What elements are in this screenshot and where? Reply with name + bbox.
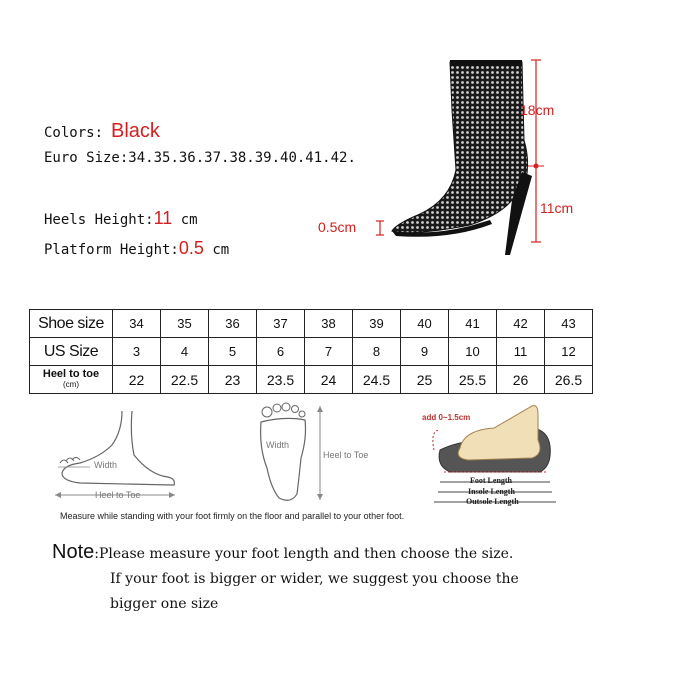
table-cell: 23.5 [257,366,305,394]
heel-to-toe-row [30,366,593,394]
heel-dimension-label: 11cm [540,200,574,216]
table-cell: 37 [257,310,305,338]
platform-height-value: 0.5 [178,238,204,258]
table-cell: 34 [113,310,161,338]
shaft-height-label: 18cm [520,102,555,118]
heel-height-value: 11 [153,208,173,228]
note-heading: Note [52,541,95,563]
foot-length-label: Foot Length [470,476,512,485]
table-cell: 35 [161,310,209,338]
table-cell: 43 [545,310,593,338]
measure-instruction: Measure while standing with your foot firmly on the floor and parallel to your other foot. [60,511,405,521]
table-cell: 26 [497,366,545,394]
table-cell: 42 [497,310,545,338]
platform-height-line [44,238,229,259]
width-label: Width [94,460,118,470]
table-cell: 12 [545,338,593,366]
heel-to-toe-label: Heel to toe [42,368,100,380]
heel-height-label: Heels Height: [44,212,154,228]
note-line-2: If your foot is bigger or wider, we suggest you choose the [110,571,519,587]
table-cell: 23 [209,366,257,394]
colors-line [44,120,160,143]
shoe-size-row [30,310,593,338]
heel-to-toe-label-top: Heel to Toe [323,450,369,460]
table-cell: 9 [401,338,449,366]
table-cell: 36 [209,310,257,338]
insole-length-label: Insole Length [468,487,515,496]
table-cell: 7 [305,338,353,366]
add-allowance-label: add 0~1.5cm [422,413,471,422]
table-cell: 22 [113,366,161,394]
width-label-top: Width [266,440,290,450]
table-cell: 5 [209,338,257,366]
colors-value: Black [111,120,160,142]
platform-height-label: Platform Height: [44,242,179,258]
table-cell: 10 [449,338,497,366]
table-cell: 24.5 [353,366,401,394]
table-cell: 41 [449,310,497,338]
heel-to-toe-header [30,366,113,394]
euro-size-label: Euro Size: [44,150,129,166]
foot-top-diagram [245,398,335,508]
table-cell: 24 [305,366,353,394]
table-cell: 11 [497,338,545,366]
heel-height-line [44,208,198,229]
euro-size-value: 34.35.36.37.38.39.40.41.42. [128,150,356,166]
outsole-length-label: Outsole Length [466,497,519,506]
heel-to-toe-unit: (cm) [63,380,79,389]
heel-to-toe-label-side: Heel to Toe [95,490,141,500]
table-cell: 25.5 [449,366,497,394]
table-cell: 4 [161,338,209,366]
heel-height-unit: cm [180,212,198,228]
us-size-header: US Size [30,338,113,366]
table-cell: 3 [113,338,161,366]
note-block [52,540,519,617]
table-cell: 25 [401,366,449,394]
table-cell: 39 [353,310,401,338]
table-cell: 8 [353,338,401,366]
shoe-size-header: Shoe size [30,310,113,338]
platform-dimension-label: 0.5cm [318,219,357,235]
table-cell: 6 [257,338,305,366]
table-cell: 26.5 [545,366,593,394]
table-cell: 40 [401,310,449,338]
size-chart-table [29,309,593,394]
note-line-1: :Please measure your foot length and then choose the size. [94,546,514,562]
note-line-3: bigger one size [110,596,219,612]
table-cell: 22.5 [161,366,209,394]
platform-height-unit: cm [212,242,230,258]
us-size-row [30,338,593,366]
colors-label: Colors: [44,125,104,141]
table-cell: 38 [305,310,353,338]
